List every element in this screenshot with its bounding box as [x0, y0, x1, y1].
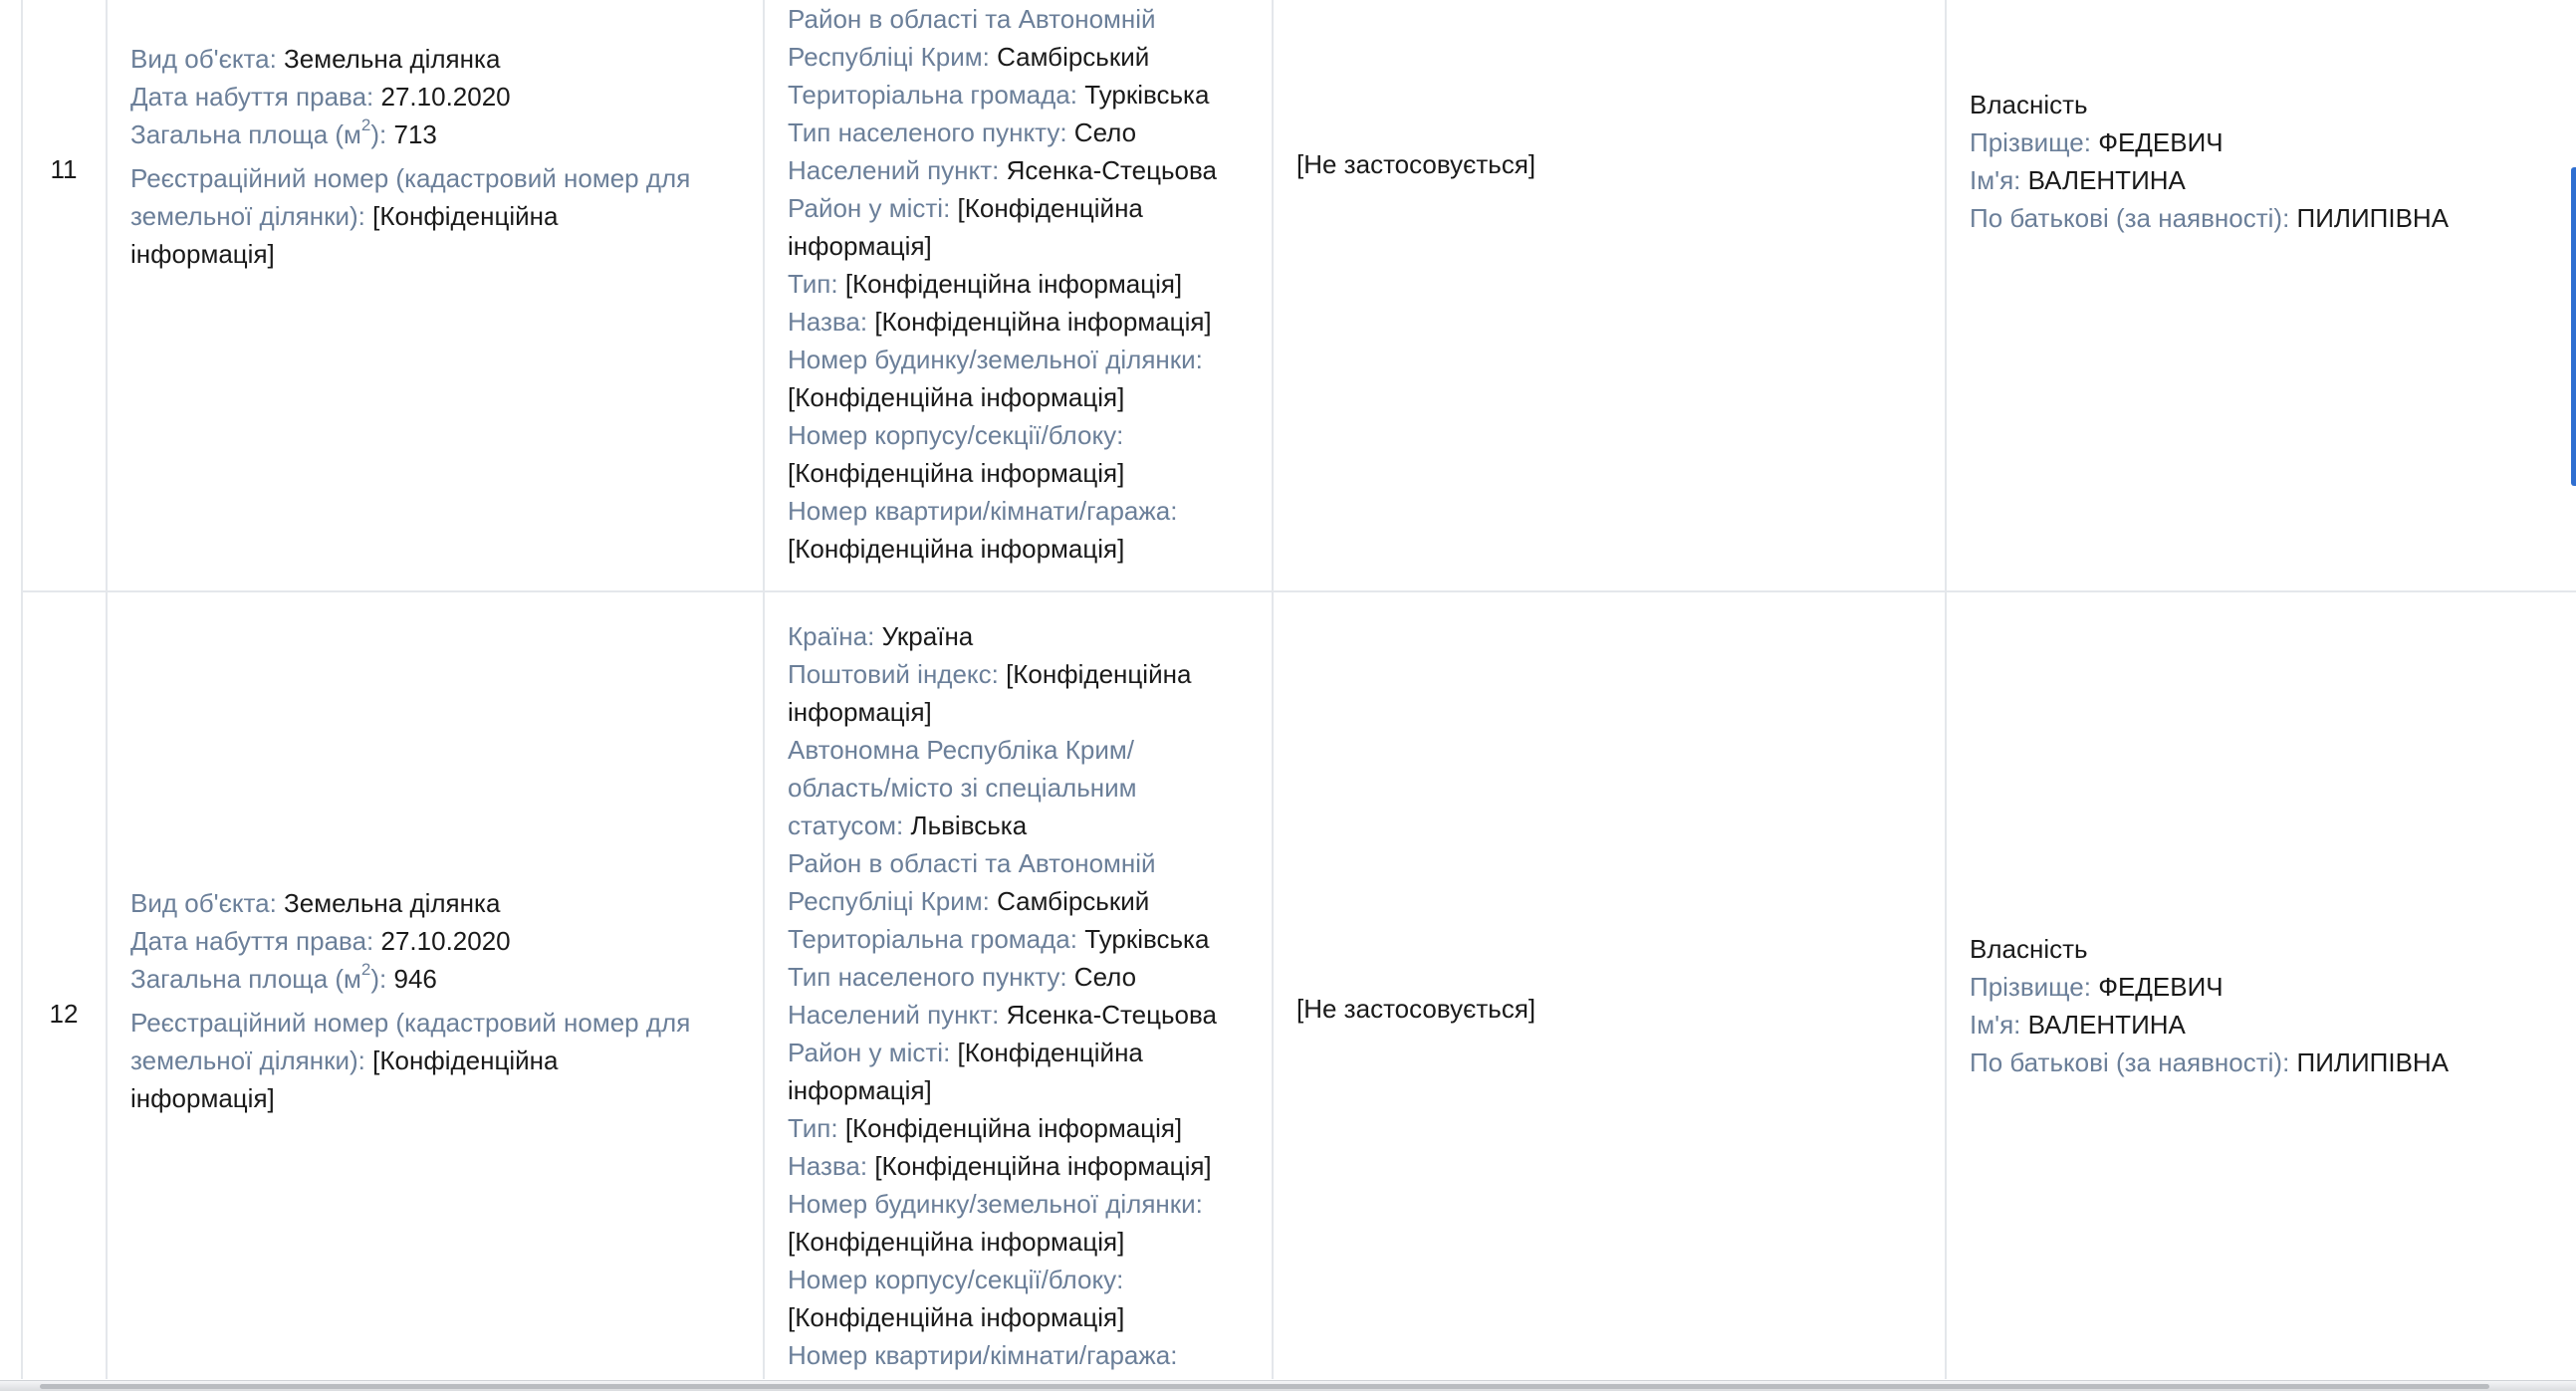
- scroll-indicator[interactable]: [2571, 167, 2576, 486]
- object-type-line: [130, 884, 690, 922]
- owner-cell: Власність Прізвище: ФЕДЕВИЧ Ім'я: ВАЛЕНТИНА По батькові (за наявності): ПИЛИПІВНА: [1970, 86, 2449, 237]
- scrollbar-thumb[interactable]: [40, 1384, 2489, 1389]
- field-label: Вид об'єкта:: [130, 888, 277, 918]
- field-value: 946: [393, 964, 437, 994]
- not-applicable-value: [Не застосовується]: [1296, 994, 1536, 1024]
- column-divider: [106, 0, 108, 1379]
- owner-cell: Власність Прізвище: ФЕДЕВИЧ Ім'я: ВАЛЕНТИНА По батькові (за наявності): ПИЛИПІВНА: [1970, 930, 2449, 1081]
- acquisition-date-line: [130, 78, 690, 116]
- field-label: Вид об'єкта:: [130, 44, 277, 74]
- field-value: 27.10.2020: [380, 82, 511, 112]
- field-value: 713: [393, 119, 437, 149]
- total-area-line: [130, 960, 690, 998]
- field-value: Земельна ділянка: [284, 888, 501, 918]
- not-applicable-value: [Не застосовується]: [1296, 149, 1536, 179]
- ownership-type: Власність: [1970, 934, 2088, 964]
- column-divider: [1272, 0, 1274, 1379]
- table-border-left: [21, 0, 23, 1379]
- share-cell: [1296, 145, 1535, 183]
- horizontal-scrollbar[interactable]: [0, 1380, 2576, 1391]
- address-cell: Район в області та Автономній Республіці Крим: Самбірський Територіальна громада: Турківська Тип населеного пункту: Село Населений пункт: Ясенка-Стецьова Район у місті: [Конфіденційна інформація] Тип: [Конфіденційна інформація] Назва: [Конфіденційна інформація] Номер будинку/земельної ділянки: [Конфіденційна інформація] Номер корпусу/секції/блоку: [Конфіденційна інформація] Номер квартири/кімнати/гаража: [Конфіденційна інформація]: [788, 4, 1217, 564]
- column-divider: [763, 0, 765, 1379]
- field-label: Загальна площа $(м^2)$:: [130, 960, 387, 994]
- field-value: Земельна ділянка: [284, 44, 501, 74]
- address-cell: Країна: Україна Поштовий індекс: [Конфіденційна інформація] Автономна Республіка Крим/ область/місто зі спеціальним статусом: Львівська Район в області та Автономній Республіці Крим: Самбірський Територіальна громада: Турківська Тип населеного пункту: Село Населений пункт: Ясенка-Стецьова Район у місті: [Конфіденційна інформація] Тип: [Конфіденційна інформація] Назва: [Конфіденційна інформація] Номер будинку/земельної ділянки: [Конфіденційна інформація] Номер корпусу/секції/блоку: [Конфіденційна інформація] Номер квартири/кімнати/гаража:: [788, 621, 1217, 1370]
- row-number: 11: [50, 154, 78, 184]
- field-label: Дата набуття права:: [130, 82, 374, 112]
- row-number: 12: [49, 999, 79, 1029]
- reg-number-line: Реєстраційний номер (кадастровий номер для: [130, 1008, 691, 1038]
- field-value: 27.10.2020: [380, 926, 511, 956]
- object-info-cell: Вид об'єкта: Земельна ділянка Дата набуття права: 27.10.2020 Загальна площа $(м^2)$: 713 Реєстраційний номер (кадастровий номер для земельної ділянки): [Конфіденційна інформація]: [130, 40, 690, 273]
- reg-number-line: Реєстраційний номер (кадастровий номер для: [130, 163, 691, 193]
- acquisition-date-line: [130, 922, 690, 960]
- share-cell: [1296, 990, 1535, 1028]
- object-type-line: [130, 40, 690, 78]
- total-area-line: [130, 116, 690, 153]
- field-label: Дата набуття права:: [130, 926, 374, 956]
- field-label: Загальна площа $(м^2)$:: [130, 116, 387, 149]
- ownership-type: Власність: [1970, 90, 2088, 119]
- object-info-cell: Вид об'єкта: Земельна ділянка Дата набуття права: 27.10.2020 Загальна площа $(м^2)$: 946 Реєстраційний номер (кадастровий номер для земельної ділянки): [Конфіденційна інформація]: [130, 884, 690, 1117]
- row-divider: [21, 590, 2576, 592]
- column-divider: [1945, 0, 1947, 1379]
